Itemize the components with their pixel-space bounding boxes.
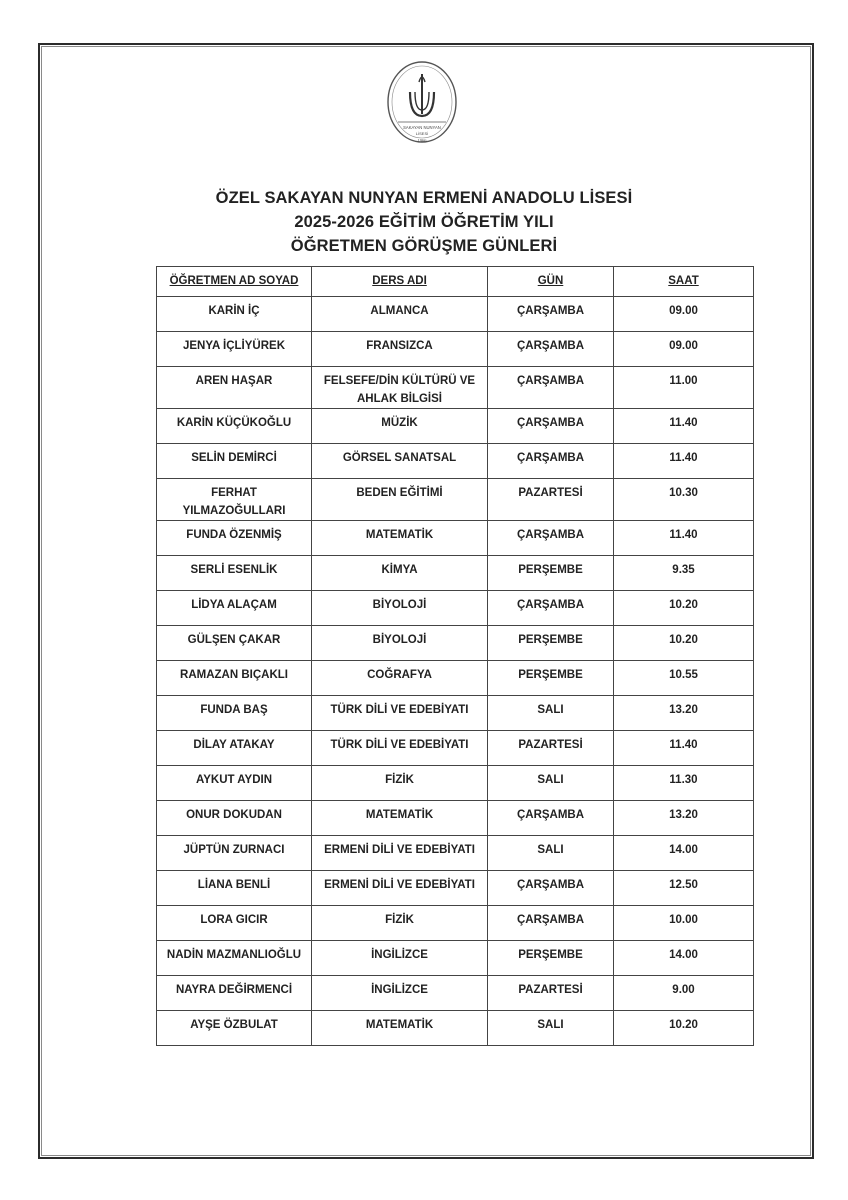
cell-course-name: GÖRSEL SANATSAL <box>312 444 488 479</box>
table-row <box>157 367 754 409</box>
cell-course-name: MATEMATİK <box>312 521 488 556</box>
cell-course-name: ERMENİ DİLİ VE EDEBİYATI <box>312 836 488 871</box>
cell-day: ÇARŞAMBA <box>488 444 614 479</box>
cell-day: PAZARTESİ <box>488 976 614 1011</box>
cell-teacher-name: LİDYA ALAÇAM <box>157 591 312 626</box>
cell-day: PERŞEMBE <box>488 556 614 591</box>
cell-course-name: MATEMATİK <box>312 1011 488 1046</box>
svg-text:LİSESİ: LİSESİ <box>415 131 429 136</box>
cell-course-name: İNGİLİZCE <box>312 941 488 976</box>
cell-teacher-name: FUNDA ÖZENMİŞ <box>157 521 312 556</box>
cell-time: 12.50 <box>614 871 754 906</box>
table-row <box>157 556 754 591</box>
table-row <box>157 871 754 906</box>
cell-day: PERŞEMBE <box>488 626 614 661</box>
cell-day: ÇARŞAMBA <box>488 521 614 556</box>
cell-day: ÇARŞAMBA <box>488 297 614 332</box>
cell-time: 10.55 <box>614 661 754 696</box>
cell-day: ÇARŞAMBA <box>488 409 614 444</box>
cell-day: SALI <box>488 1011 614 1046</box>
cell-time: 11.00 <box>614 367 754 409</box>
cell-day: SALI <box>488 836 614 871</box>
cell-teacher-name: KARİN KÜÇÜKOĞLU <box>157 409 312 444</box>
cell-course-name: KİMYA <box>312 556 488 591</box>
table-row <box>157 766 754 801</box>
cell-course-name: MÜZİK <box>312 409 488 444</box>
header-teacher-name: ÖĞRETMEN AD SOYAD <box>157 267 312 297</box>
cell-teacher-name: AREN HAŞAR <box>157 367 312 409</box>
cell-day: PERŞEMBE <box>488 941 614 976</box>
cell-course-name: BİYOLOJİ <box>312 591 488 626</box>
cell-day: PAZARTESİ <box>488 479 614 521</box>
header-time: SAAT <box>614 267 754 297</box>
title-school-name: ÖZEL SAKAYAN NUNYAN ERMENİ ANADOLU LİSESİ <box>215 189 633 207</box>
table-row <box>157 444 754 479</box>
cell-course-name: FELSEFE/DİN KÜLTÜRÜ VE AHLAK BİLGİSİ <box>312 367 488 409</box>
table-row <box>157 297 754 332</box>
cell-time: 11.40 <box>614 731 754 766</box>
table-row <box>157 731 754 766</box>
cell-course-name: MATEMATİK <box>312 801 488 836</box>
cell-time: 11.30 <box>614 766 754 801</box>
table-row <box>157 591 754 626</box>
table-row <box>157 626 754 661</box>
table-row <box>157 479 754 521</box>
cell-day: SALI <box>488 696 614 731</box>
cell-teacher-name: JÜPTÜN ZURNACI <box>157 836 312 871</box>
cell-time: 13.20 <box>614 801 754 836</box>
cell-course-name: FRANSIZCA <box>312 332 488 367</box>
cell-day: ÇARŞAMBA <box>488 367 614 409</box>
header-course-name: DERS ADI <box>312 267 488 297</box>
cell-teacher-name: LİANA BENLİ <box>157 871 312 906</box>
cell-course-name: BEDEN EĞİTİMİ <box>312 479 488 521</box>
cell-course-name: FİZİK <box>312 766 488 801</box>
cell-teacher-name: ONUR DOKUDAN <box>157 801 312 836</box>
cell-time: 14.00 <box>614 836 754 871</box>
cell-teacher-name: SELİN DEMİRCİ <box>157 444 312 479</box>
cell-time: 14.00 <box>614 941 754 976</box>
title-academic-year: 2025-2026 EĞİTİM ÖĞRETİM YILI <box>294 213 554 231</box>
cell-course-name: TÜRK DİLİ VE EDEBİYATI <box>312 696 488 731</box>
cell-teacher-name: LORA GICIR <box>157 906 312 941</box>
cell-teacher-name: RAMAZAN BIÇAKLI <box>157 661 312 696</box>
table-header-row <box>157 267 754 297</box>
table-row <box>157 941 754 976</box>
cell-time: 11.40 <box>614 409 754 444</box>
table-row <box>157 906 754 941</box>
cell-day: PERŞEMBE <box>488 661 614 696</box>
cell-day: ÇARŞAMBA <box>488 591 614 626</box>
table-row <box>157 1011 754 1046</box>
cell-teacher-name: KARİN İÇ <box>157 297 312 332</box>
table-row <box>157 836 754 871</box>
svg-text:SAKAYAN NUNYAN: SAKAYAN NUNYAN <box>403 125 441 130</box>
cell-course-name: İNGİLİZCE <box>312 976 488 1011</box>
cell-time: 9.00 <box>614 976 754 1011</box>
cell-time: 10.20 <box>614 1011 754 1046</box>
document-title <box>0 186 848 258</box>
header-day: GÜN <box>488 267 614 297</box>
cell-time: 11.40 <box>614 521 754 556</box>
cell-time: 10.20 <box>614 591 754 626</box>
cell-teacher-name: AYŞE ÖZBULAT <box>157 1011 312 1046</box>
cell-course-name: ERMENİ DİLİ VE EDEBİYATI <box>312 871 488 906</box>
cell-time: 10.30 <box>614 479 754 521</box>
table-row <box>157 976 754 1011</box>
cell-day: SALI <box>488 766 614 801</box>
cell-teacher-name: DİLAY ATAKAY <box>157 731 312 766</box>
table-row <box>157 661 754 696</box>
table-row <box>157 521 754 556</box>
cell-teacher-name: NAYRA DEĞİRMENCİ <box>157 976 312 1011</box>
teacher-meeting-table <box>156 266 754 1046</box>
cell-time: 09.00 <box>614 297 754 332</box>
cell-time: 10.20 <box>614 626 754 661</box>
cell-course-name: ALMANCA <box>312 297 488 332</box>
cell-day: PAZARTESİ <box>488 731 614 766</box>
cell-course-name: COĞRAFYA <box>312 661 488 696</box>
cell-teacher-name: JENYA İÇLİYÜREK <box>157 332 312 367</box>
cell-course-name: TÜRK DİLİ VE EDEBİYATI <box>312 731 488 766</box>
table-row <box>157 801 754 836</box>
school-logo <box>384 58 460 150</box>
cell-time: 11.40 <box>614 444 754 479</box>
cell-teacher-name: GÜLŞEN ÇAKAR <box>157 626 312 661</box>
cell-day: ÇARŞAMBA <box>488 906 614 941</box>
cell-time: 13.20 <box>614 696 754 731</box>
cell-day: ÇARŞAMBA <box>488 871 614 906</box>
cell-teacher-name: AYKUT AYDIN <box>157 766 312 801</box>
cell-teacher-name: FUNDA BAŞ <box>157 696 312 731</box>
cell-day: ÇARŞAMBA <box>488 332 614 367</box>
cell-course-name: BİYOLOJİ <box>312 626 488 661</box>
table-row <box>157 409 754 444</box>
cell-time: 09.00 <box>614 332 754 367</box>
cell-teacher-name: SERLİ ESENLİK <box>157 556 312 591</box>
cell-teacher-name: FERHAT YILMAZOĞULLARI <box>157 479 312 521</box>
table-row <box>157 332 754 367</box>
title-meeting-days: ÖĞRETMEN GÖRÜŞME GÜNLERİ <box>290 237 558 255</box>
cell-time: 10.00 <box>614 906 754 941</box>
cell-course-name: FİZİK <box>312 906 488 941</box>
cell-teacher-name: NADİN MAZMANLIOĞLU <box>157 941 312 976</box>
cell-time: 9.35 <box>614 556 754 591</box>
table-row <box>157 696 754 731</box>
svg-text:1966: 1966 <box>417 138 427 143</box>
cell-day: ÇARŞAMBA <box>488 801 614 836</box>
